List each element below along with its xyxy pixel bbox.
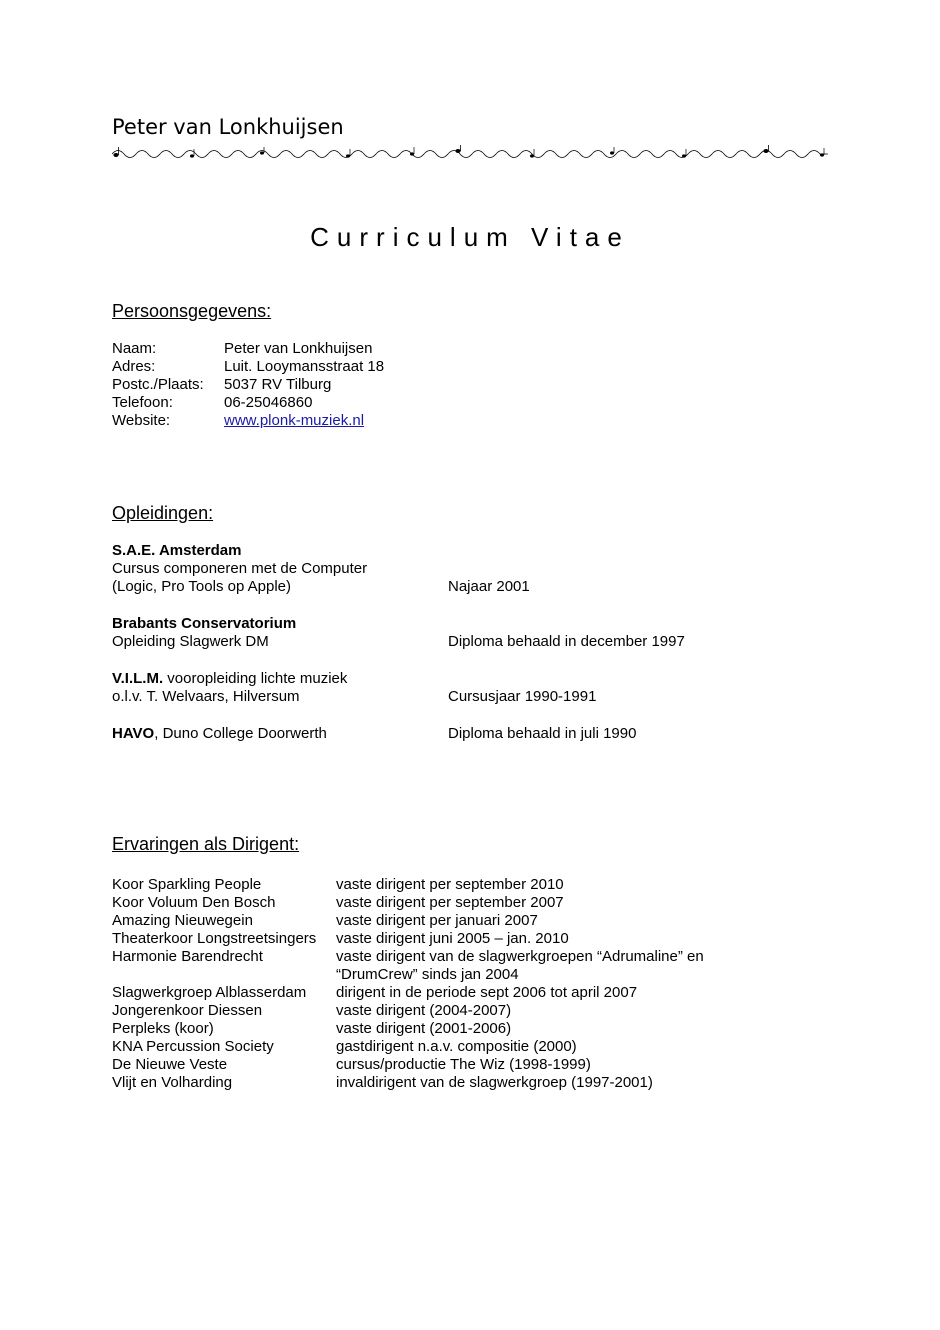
role-description: vaste dirigent per september 2007 (336, 894, 564, 911)
education-date: Diploma behaald in december 1997 (448, 633, 685, 650)
education-date: Diploma behaald in juli 1990 (448, 725, 637, 742)
personal-value: Luit. Looymansstraat 18 (224, 358, 385, 375)
role-description: vaste dirigent van de slagwerkgroepen “Adrumaline” en (336, 948, 704, 965)
school-name: HAVO (112, 725, 155, 742)
course-line: (Logic, Pro Tools op Apple) (112, 578, 291, 595)
music-notes-divider (112, 145, 828, 163)
role-description: gastdirigent n.a.v. compositie (2000) (336, 1038, 577, 1055)
role-description: vaste dirigent (2001-2006) (336, 1020, 512, 1037)
website-link[interactable]: www.plonk-muziek.nl (224, 412, 365, 429)
personal-value: 06-25046860 (224, 394, 313, 411)
course-line: Opleiding Slagwerk DM (112, 633, 269, 650)
course-line: Cursus componeren met de Computer (112, 560, 368, 577)
organisation: Slagwerkgroep Alblasserdam (112, 984, 307, 1001)
course-line: o.l.v. T. Welvaars, Hilversum (112, 688, 300, 705)
school-name: S.A.E. Amsterdam (112, 542, 242, 559)
school-name: Brabants Conservatorium (112, 615, 297, 632)
role-description: vaste dirigent per september 2010 (336, 876, 564, 893)
organisation: Perpleks (koor) (112, 1020, 214, 1037)
role-description: vaste dirigent juni 2005 – jan. 2010 (336, 930, 569, 947)
course-line (112, 725, 327, 743)
personal-label: Postc./Plaats: (112, 376, 204, 393)
education-date: Najaar 2001 (448, 578, 530, 595)
role-description: cursus/productie The Wiz (1998-1999) (336, 1056, 591, 1073)
role-description: vaste dirigent (2004-2007) (336, 1002, 512, 1019)
personal-label: Adres: (112, 358, 156, 375)
organisation: Jongerenkoor Diessen (112, 1002, 263, 1019)
course-description: vooropleiding lichte muziek (163, 670, 348, 687)
organisation: Koor Sparkling People (112, 876, 262, 893)
section-heading-dirigent: Ervaringen als Dirigent: (112, 834, 300, 854)
author-name: Peter van Lonkhuijsen (112, 115, 344, 139)
personal-label: Naam: (112, 340, 157, 357)
section-heading-persoonsgegevens: Persoonsgegevens: (112, 301, 272, 321)
organisation: Vlijt en Volharding (112, 1074, 233, 1091)
school-name: V.I.L.M. (112, 670, 164, 687)
course-description: , Duno College Doorwerth (154, 725, 327, 742)
organisation: Amazing Nieuwegein (112, 912, 253, 929)
role-description: dirigent in de periode sept 2006 tot april 2007 (336, 984, 638, 1001)
section-heading-opleidingen: Opleidingen: (112, 503, 214, 523)
organisation: Theaterkoor Longstreetsingers (112, 930, 317, 947)
organisation: KNA Percussion Society (112, 1038, 274, 1055)
role-description: “DrumCrew” sinds jan 2004 (336, 966, 519, 983)
personal-label: Website: (112, 412, 171, 429)
personal-value: 5037 RV Tilburg (224, 376, 332, 393)
role-description: invaldirigent van de slagwerkgroep (1997-2001) (336, 1074, 653, 1091)
education-date: Cursusjaar 1990-1991 (448, 688, 597, 705)
organisation: De Nieuwe Veste (112, 1056, 228, 1073)
role-description: vaste dirigent per januari 2007 (336, 912, 538, 929)
personal-label: Telefoon: (112, 394, 173, 411)
course-line (112, 670, 347, 688)
organisation: Koor Voluum Den Bosch (112, 894, 276, 911)
organisation: Harmonie Barendrecht (112, 948, 263, 965)
document-title: Curriculum Vitae (310, 222, 630, 252)
personal-value: Peter van Lonkhuijsen (224, 340, 373, 357)
